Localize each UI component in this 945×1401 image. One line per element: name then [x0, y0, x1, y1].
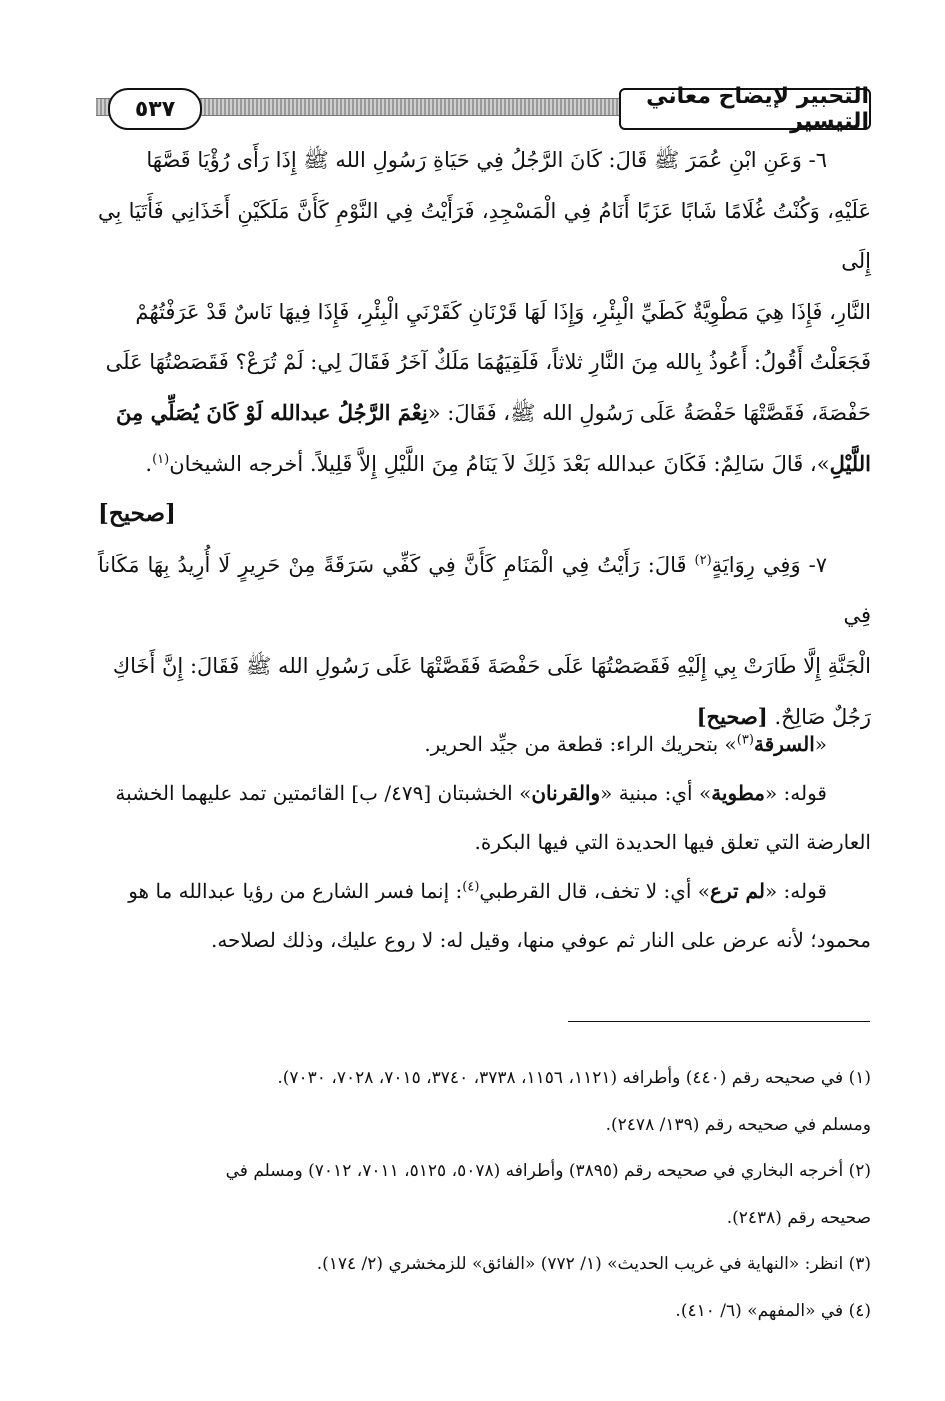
- hadith-6-line-3: النَّارِ، فَإِذَا هِيَ مَطْوِيَّةٌ كَطَيِّ الْبِئْرِ، وَإِذَا لَهَا قَرْنَانِ كَقَرْنَيِ الْبِئْرِ، فَإِذَا فِيهَا نَاسٌ قَدْ عَرَفْتُهُمْ: [135, 299, 871, 324]
- text-span: قوله: «: [764, 781, 827, 805]
- text-span: .: [145, 451, 153, 476]
- note-lam-tura: [98, 867, 871, 916]
- note-matwiya: [98, 769, 871, 818]
- hadith-6-line-2: عَلَيْهِ، وَكُنْتُ غُلَامًا شَابًا عَزَبًا أَنَامُ فِي الْمَسْجِدِ، فَرَأَيْتُ فِي النَّوْمِ كَأَنَّ مَلَكَيْنِ أَخَذَانِي فَأَتَيَا بِي إِلَى: [98, 198, 871, 274]
- footnote-ref: (٤): [462, 879, 480, 895]
- hadith-7-line-1: [98, 540, 871, 641]
- footnote-ref: (٢): [694, 552, 712, 568]
- text-span: »، قَالَ سَالِمٌ: فَكَانَ عبدالله بَعْدَ ذَلِكَ لاَ يَنَامُ مِنَ اللَّيْلِ إِلاَّ قَلِيلاً. أخرجه الشيخان: [169, 451, 830, 476]
- hadith-7-verdict: [صحيح]: [696, 703, 768, 729]
- hadith-6-line-1: ٦- وَعَنِ ابْنِ عُمَرَ ﷺ قَالَ: كَانَ الرَّجُلُ فِي حَيَاةِ رَسُولِ الله ﷺ إِذَا رَأَى رُؤْيَا قَصَّهَا: [146, 148, 827, 172]
- text-span: » أي: لا تخف، قال القرطبي: [479, 879, 711, 903]
- term: مطوية: [711, 781, 765, 805]
- text-span: حَفْصَةَ، فَقَصَّتْهَا حَفْصَةُ عَلَى رَسُولِ الله ﷺ، فَقَالَ: «: [427, 400, 871, 425]
- text-span: » الخشبتان [٤٧٩/ ب] القائمتين تمد عليهما الخشبة: [115, 781, 532, 805]
- note-matwiya-cont: العارضة التي تعلق فيها الحديدة التي فيها البكرة.: [474, 830, 871, 854]
- text-span: » أي: مبنية «: [600, 781, 712, 805]
- term: والقرنان: [531, 781, 601, 805]
- running-header: [96, 84, 871, 134]
- text-span: قوله: «: [764, 879, 827, 903]
- hadith-6-line-4: فَجَعَلْتُ أَقُولُ: أَعُوذُ بِالله مِنَ النَّارِ ثلاثاً، فَلَقِيَهُمَا مَلَكٌ آخَرُ فَقَالَ لِي: لَمْ تُرَعْ؟ فَقَصَصْتُهَا عَلَى: [105, 350, 871, 375]
- prophetic-quote-end: اللَّيْلِ: [829, 450, 871, 476]
- hadith-6-line-6: [98, 439, 871, 490]
- note-sariqa: [98, 720, 871, 769]
- commentary: [98, 720, 871, 965]
- text-span: قَالَ: رَأَيْتُ فِي الْمَنَامِ كَأَنَّ فِي كَفِّي سَرَقَةً مِنْ حَرِيرٍ لَا أُرِيدُ بِهَا مَكَاناً فِي: [98, 552, 871, 628]
- footnote-1: (١) في صحيحه رقم (٤٤٠) وأطرافه (١١٢١، ١١٥٦، ٣٧٣٨، ٣٧٤٠، ٧٠١٥، ٧٠٢٨، ٧٠٣٠).: [277, 1068, 871, 1088]
- footnote-ref: (٣): [736, 732, 754, 748]
- footnote-3: (٣) انظر: «النهاية في غريب الحديث» (١/ ٧٧٢) «الفائق» للزمخشري (٢/ ١٧٤).: [316, 1254, 871, 1275]
- page-number: ٥٣٧: [108, 88, 202, 130]
- footnote-separator: [568, 1021, 870, 1022]
- footnote-ref: (١): [152, 451, 170, 467]
- footnotes: [98, 1055, 871, 1335]
- footnote-4: (٤) في «المفهم» (٦/ ٤١٠).: [675, 1300, 871, 1321]
- text-span: ٧- وَفِي رِوَايَةٍ: [711, 552, 827, 577]
- hadith-7-line-2: الْجَنَّةِ إِلَّا طَارَتْ بِي إِلَيْهِ فَقَصَصْتُهَا عَلَى حَفْصَةَ فَقَصَّتْهَا عَلَى رَسُولِ الله ﷺ فَقَالَ: إِنَّ أَخَاكِ: [112, 653, 871, 678]
- term: لم ترع: [710, 879, 765, 903]
- hadith-6-verdict: [صحيح]: [98, 500, 176, 528]
- text-span: : إنما فسر الشارع من رؤيا عبدالله ما هو: [128, 879, 463, 903]
- note-lam-tura-cont: محمود؛ لأنه عرض على النار ثم عوفي منها، وقيل له: لا روع عليك، وذلك لصلاحه.: [210, 928, 871, 952]
- prophetic-quote: نِعْمَ الرَّجُلُ عبدالله لَوْ كَانَ يُصَلِّي مِنَ: [116, 399, 428, 425]
- book-title: التحبير لإيضاح معاني التيسير: [619, 88, 871, 130]
- text-span: » بتحريك الراء: قطعة من جيِّد الحرير.: [424, 732, 737, 756]
- footnote-2: (٢) أخرجه البخاري في صحيحه رقم (٣٨٩٥) وأطرافه (٥٠٧٨، ٥١٢٥، ٧٠١١، ٧٠١٢) ومسلم في: [225, 1161, 871, 1182]
- footnote-1-cont: ومسلم في صحيحه رقم (١٣٩/ ٢٤٧٨).: [605, 1114, 871, 1135]
- hadith-6-line-5: [98, 388, 871, 439]
- text-span: «: [814, 732, 827, 756]
- footnote-2-cont: صحيحه رقم (٢٤٣٨).: [726, 1207, 871, 1228]
- term: السرقة: [753, 732, 815, 756]
- main-text: [98, 135, 871, 742]
- text-span: رَجُلٌ صَالِحٌ.: [774, 704, 871, 729]
